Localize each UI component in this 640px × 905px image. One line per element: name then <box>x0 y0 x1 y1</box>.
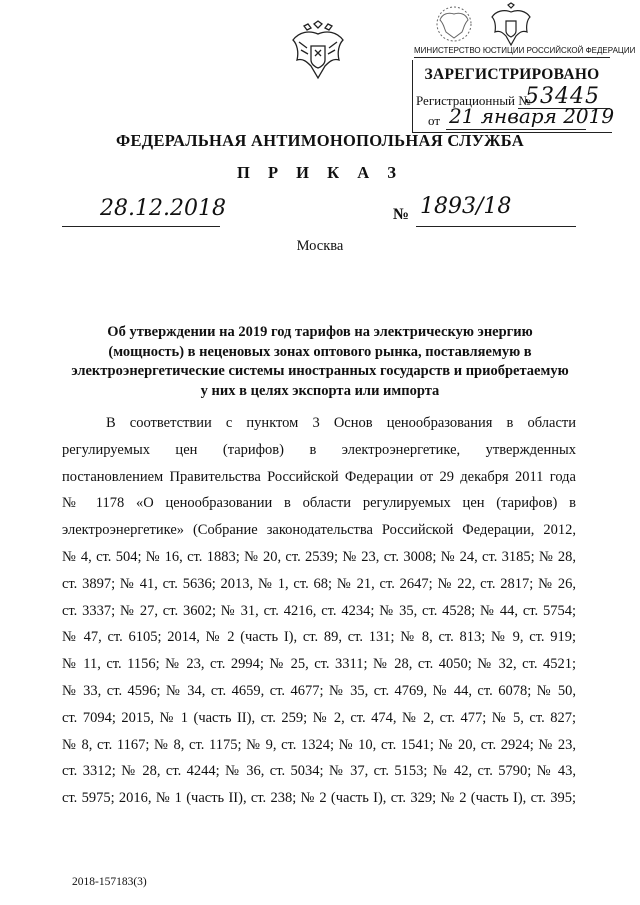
footer-code: 2018-157183(3) <box>72 876 147 888</box>
title-line: Об утверждении на 2019 год тарифов на электрическую энергию <box>107 324 533 340</box>
stamp-reg-label: Регистрационный № <box>416 93 531 108</box>
body-line: № 1178 «О ценообразовании в области регулируемых цен (тарифов) в <box>62 495 576 512</box>
body-line: ст. 5975; 2016, № 1 (часть II), ст. 238; № 2 (часть I), ст. 329; № 2 (часть I), ст. 395; <box>62 790 576 807</box>
stamp-from-underline <box>446 129 586 130</box>
body-line: ст. 3312; № 28, ст. 4244; № 36, ст. 5034; № 37, ст. 5153; № 42, ст. 5790; № 43, <box>62 763 576 780</box>
number-underline <box>416 226 576 227</box>
title-line: (мощность) в неценовых зонах оптового рынка, поставляемую в <box>108 343 532 360</box>
body-line: № 33, ст. 4596; № 34, ст. 4659, ст. 4677; № 35, ст. 4769, № 44, ст. 6078; № 50, <box>62 682 576 699</box>
stamp-eagle-icon <box>488 2 534 48</box>
stamp-reg-number: 53445 <box>525 84 600 109</box>
order-number-label: № <box>393 206 410 223</box>
city: Москва <box>296 238 344 254</box>
document-title <box>40 323 600 401</box>
stamp-from-date: 21 января 2019 <box>449 104 615 128</box>
stamp-from-label: от <box>428 113 441 128</box>
body-line: № 8, ст. 1167; № 8, ст. 1175; № 9, ст. 1324; № 10, ст. 1541; № 20, ст. 2924; № 23, <box>62 736 576 753</box>
title-line: электроэнергетические системы иностранных государств и приобретаемую <box>71 363 569 379</box>
document-type: П Р И К А З <box>237 163 403 182</box>
body-line: № 47, ст. 6105; 2014, № 2 (часть I), ст. 89, ст. 131; № 8, ст. 813; № 9, ст. 919; <box>62 629 576 646</box>
order-date: 28.12.2018 <box>100 196 226 221</box>
body-line: № 11, ст. 1156; № 23, ст. 2994; № 25, ст. 3311; № 28, ст. 4050; № 32, ст. 4521; <box>62 656 576 673</box>
stamp-registered: ЗАРЕГИСТРИРОВАНО <box>424 66 600 83</box>
title-line: у них в целях экспорта или импорта <box>200 382 440 399</box>
order-number: 1893/18 <box>420 194 512 219</box>
stamp-border <box>412 60 413 132</box>
body-line: ст. 3337; № 27, ст. 3602; № 31, ст. 4216, ст. 4234; № 35, ст. 4528; № 44, ст. 5754; <box>62 602 576 619</box>
body-line: ст. 3897; № 41, ст. 5636; 2013, № 1, ст. 68; № 21, ст. 2647; № 22, ст. 2817; № 26, <box>62 575 576 592</box>
body-line: постановлением Правительства Российской Федерации от 29 декабря 2011 года <box>62 468 576 485</box>
body-line: В соответствии с пунктом 3 Основ ценообразования в области <box>106 415 576 431</box>
agency-name: ФЕДЕРАЛЬНАЯ АНТИМОНОПОЛЬНАЯ СЛУЖБА <box>116 131 524 150</box>
stamp-ministry: МИНИСТЕРСТВО ЮСТИЦИИ РОССИЙСКОЙ ФЕДЕРАЦИИ <box>414 46 636 55</box>
body-line: регулируемых цен (тарифов) в электроэнергетике, утвержденных <box>62 441 576 458</box>
stamp-divider <box>414 57 610 58</box>
body-line: ст. 7094; 2015, № 1 (часть II), ст. 259; № 2, ст. 474, № 2, ст. 477; № 5, ст. 827; <box>62 709 576 726</box>
body-line: электроэнергетике» (Собрание законодательства Российской Федерации, 2012, <box>62 522 576 539</box>
date-underline <box>62 226 220 227</box>
stamp-emblem-icon <box>434 4 474 44</box>
body-text <box>62 410 576 812</box>
coat-of-arms-emblem-icon <box>287 20 349 82</box>
body-line: № 4, ст. 504; № 16, ст. 1883; № 20, ст. 2539; № 23, ст. 3008; № 24, ст. 3185; № 28, <box>62 548 576 565</box>
